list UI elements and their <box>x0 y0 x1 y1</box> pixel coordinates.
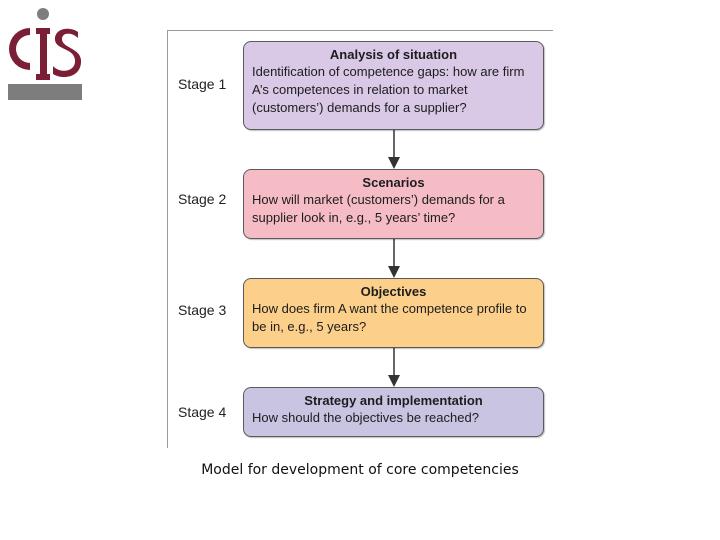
cis-logo <box>8 8 82 102</box>
stage-title: Strategy and implementation <box>304 393 483 408</box>
stage-label-4: Stage 4 <box>178 404 227 420</box>
stage-description: How does firm A want the competence profile to be in, e.g., 5 years? <box>252 301 527 334</box>
stage-box-scenarios <box>243 169 544 239</box>
stage-description: How will market (customers’) demands for a supplier look in, e.g., 5 years’ time? <box>252 192 505 225</box>
figure-caption: Model for development of core competencies <box>201 462 519 478</box>
stage-box-objectives <box>243 278 544 348</box>
stage-label-2: Stage 2 <box>178 191 227 207</box>
stage-description: How should the objectives be reached? <box>252 410 479 425</box>
stage-title: Objectives <box>360 284 427 299</box>
stage-title: Analysis of situation <box>329 47 458 62</box>
stage-label-3: Stage 3 <box>178 302 227 318</box>
stage-label-1: Stage 1 <box>178 76 227 92</box>
stage-title: Scenarios <box>362 175 425 190</box>
competence-model-diagram <box>167 30 553 448</box>
stage-description: Identification of competence gaps: how are firm A’s competences in relation to market (customers’) demands for a supplier? <box>252 64 525 115</box>
stage-box-strategy <box>243 387 544 437</box>
stage-box-analysis <box>243 41 544 130</box>
